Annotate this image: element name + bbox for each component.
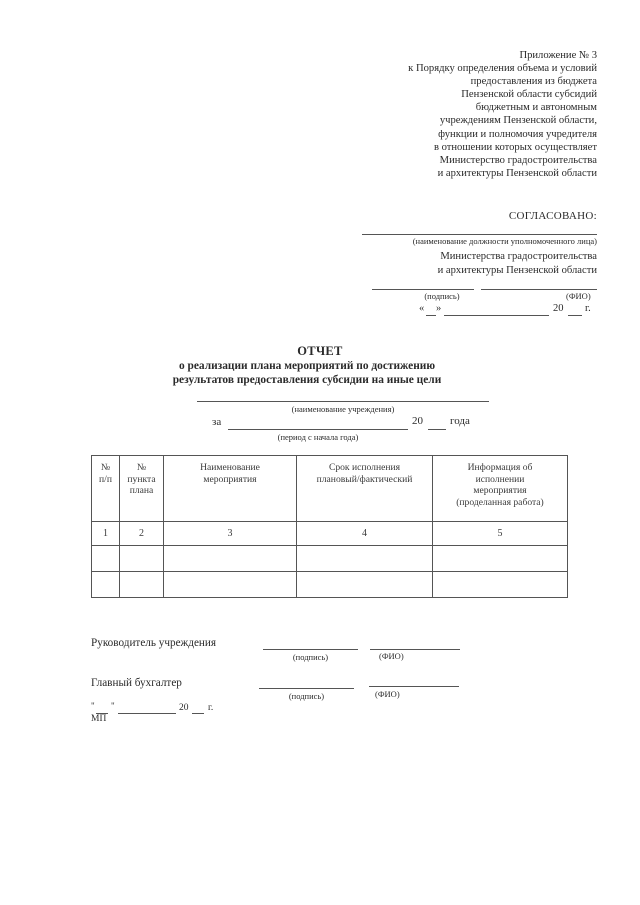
approval-date-year-line xyxy=(568,315,582,316)
header-cell-deadline xyxy=(297,456,433,522)
approval-date-year: 20 xyxy=(553,303,564,314)
ministry-line-1: Министерства градостроительства xyxy=(440,251,597,262)
head-label: Руководитель учреждения xyxy=(91,637,217,649)
table-cell xyxy=(297,546,433,572)
approval-date-day-line xyxy=(426,315,436,316)
approval-date-suffix: г. xyxy=(585,303,591,314)
header-text: мероприятия xyxy=(203,473,257,485)
header-text: № xyxy=(136,462,147,473)
header-text: мероприятия xyxy=(473,485,527,497)
table-cell xyxy=(92,572,120,598)
position-hint: (наименование должности уполномоченного лица) xyxy=(412,236,597,246)
date-year-line xyxy=(192,713,204,714)
period-year: 20 xyxy=(412,415,423,427)
approval-signature-line xyxy=(372,289,474,290)
period-prefix: за xyxy=(212,416,222,428)
accountant-fio-hint: (ФИО) xyxy=(375,689,400,699)
table-row xyxy=(92,572,568,598)
header-cell-activity-name xyxy=(164,456,297,522)
appendix-line: Приложение № 3 xyxy=(519,50,597,61)
column-number: 5 xyxy=(433,522,568,546)
column-number: 2 xyxy=(120,522,164,546)
position-line xyxy=(362,234,597,235)
report-subtitle-line-1: о реализации плана мероприятий по достижению xyxy=(178,360,436,372)
appendix-line: и архитектуры Пензенской области xyxy=(437,167,597,179)
accountant-signature-hint: (подпись) xyxy=(288,691,325,701)
accountant-label: Главный бухгалтер xyxy=(91,677,182,689)
approval-heading: СОГЛАСОВАНО: xyxy=(508,210,597,222)
table-cell xyxy=(120,572,164,598)
report-title: ОТЧЕТ xyxy=(297,344,343,358)
institution-line xyxy=(197,401,489,402)
appendix-line: к Порядку определения объема и условий xyxy=(408,63,597,75)
table-cell xyxy=(92,546,120,572)
appendix-line: в отношении которых осуществляет xyxy=(433,141,597,153)
appendix-line: бюджетным и автономным xyxy=(475,102,597,114)
appendix-line: функции и полномочия учредителя xyxy=(438,128,597,140)
head-signature-hint: (подпись) xyxy=(292,652,329,662)
table-cell xyxy=(433,572,568,598)
date-quote-close: " xyxy=(111,701,115,711)
date-quote-open: " xyxy=(91,701,95,711)
appendix-line: предоставления из бюджета xyxy=(470,76,597,88)
head-fio-line xyxy=(370,649,460,650)
header-cell-plan-item xyxy=(120,456,164,522)
date-month-line xyxy=(118,713,176,714)
appendix-block xyxy=(337,49,597,180)
appendix-line: учреждениям Пензенской области, xyxy=(439,115,597,127)
table-row xyxy=(92,546,568,572)
table-cell xyxy=(433,546,568,572)
header-text: Срок исполнения xyxy=(328,462,401,473)
table-cell xyxy=(164,546,297,572)
column-number: 1 xyxy=(92,522,120,546)
period-suffix: года xyxy=(450,415,470,427)
ministry-line-2: и архитектуры Пензенской области xyxy=(437,265,597,276)
head-fio-hint: (ФИО) xyxy=(379,651,404,661)
period-line xyxy=(228,429,408,430)
appendix-line: Министерство градостроительства xyxy=(439,154,597,166)
header-text: плановый/фактический xyxy=(316,473,413,485)
accountant-fio-line xyxy=(369,686,459,687)
table-cell xyxy=(297,572,433,598)
header-text: № xyxy=(100,462,111,473)
period-year-line xyxy=(428,429,446,430)
approval-fio-line xyxy=(481,289,597,290)
approval-fio-hint: (ФИО) xyxy=(566,291,591,301)
approval-date-open-quote: « xyxy=(419,303,425,314)
period-hint: (период с начала года) xyxy=(277,432,359,442)
approval-date-close-quote: » xyxy=(436,303,442,314)
approval-date-month-line xyxy=(444,315,549,316)
header-text: (проделанная работа) xyxy=(456,496,544,508)
accountant-signature-line xyxy=(259,688,354,689)
header-cell-execution-info xyxy=(433,456,568,522)
header-text: Наименование xyxy=(200,462,260,473)
date-suffix: г. xyxy=(208,703,214,713)
column-number: 3 xyxy=(164,522,297,546)
stamp-label: МП xyxy=(91,714,107,724)
report-subtitle-line-2: результатов предоставления субсидии на иные цели xyxy=(172,374,442,386)
table-header-row xyxy=(92,456,568,522)
header-text: пункта xyxy=(127,473,156,485)
header-cell-no xyxy=(92,456,120,522)
report-table xyxy=(91,455,568,598)
appendix-line: Пензенской области субсидий xyxy=(461,89,597,101)
header-text: Информация об xyxy=(467,462,533,473)
table-number-row xyxy=(92,522,568,546)
header-text: п/п xyxy=(99,473,112,485)
table-cell xyxy=(164,572,297,598)
table-cell xyxy=(120,546,164,572)
institution-hint: (наименование учреждения) xyxy=(291,404,395,414)
column-number: 4 xyxy=(297,522,433,546)
approval-signature-hint: (подпись) xyxy=(424,291,460,301)
header-text: плана xyxy=(129,485,154,497)
date-year: 20 xyxy=(179,703,189,713)
header-text: исполнении xyxy=(475,473,525,485)
head-signature-line xyxy=(263,649,358,650)
